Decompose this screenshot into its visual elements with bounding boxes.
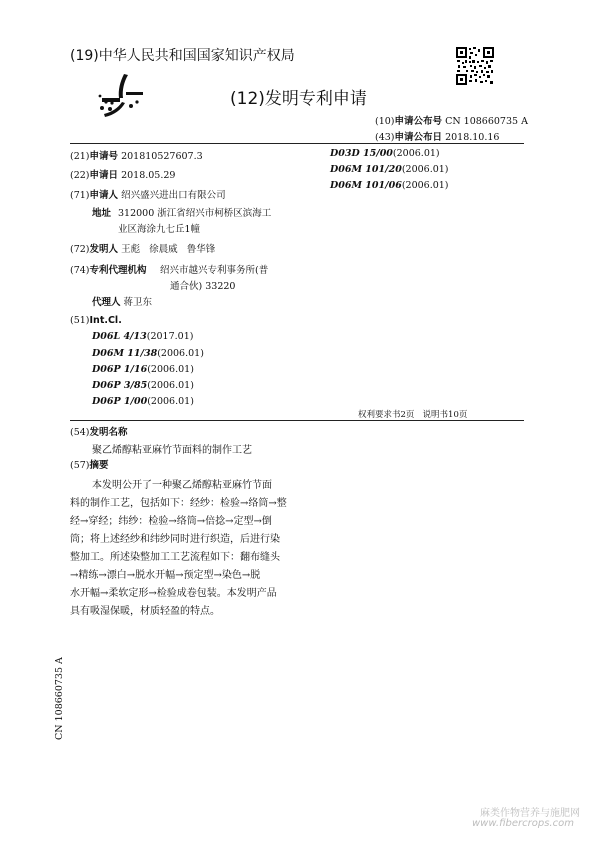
side-publication-number: CN 108660735 A (54, 657, 65, 740)
application-date: (22)申请日 2018.05.29 (70, 170, 176, 181)
invention-title: 聚乙烯醇粘亚麻竹节面料的制作工艺 (92, 445, 252, 456)
address-line-1: 312000 浙江省绍兴市柯桥区滨海工 (118, 208, 272, 219)
inventors: (72)发明人 王彪 徐晨威 鲁华锋 (70, 244, 216, 255)
agency-line-2: 通合伙) 33220 (170, 281, 236, 292)
agency-line-1: 绍兴市越兴专利事务所(普 (160, 265, 269, 276)
int-cl-item: D06M 11/38(2006.01) (92, 348, 204, 359)
document-type-title: (12)发明专利申请 (230, 89, 367, 109)
application-number: (21)申请号 201810527607.3 (70, 151, 203, 162)
int-cl-item: D06L 4/13(2017.01) (92, 331, 194, 342)
publication-number: (10)申请公布号 CN 108660735 A (375, 116, 528, 127)
watermark-url: www.fibercrops.com (472, 818, 574, 829)
header-divider (70, 143, 524, 144)
address-label: 地址 (92, 208, 112, 219)
address-line-2: 业区海涂九七丘1幢 (118, 224, 201, 235)
int-cl-item: D06P 1/00(2006.01) (92, 396, 194, 407)
page-counts: 权利要求书2页 说明书10页 (358, 410, 468, 420)
abstract-line: →精练→漂白→脱水开幅→预定型→染色→脱 (70, 570, 261, 581)
qr-code-icon (455, 46, 495, 86)
abstract-line: 水开幅→柔软定形→检验成卷包装。本发明产品 (70, 588, 277, 599)
applicant: (71)申请人 绍兴盛兴进出口有限公司 (70, 190, 226, 201)
watermark-text: 麻类作物营养与施肥网 (480, 808, 580, 819)
cnipa-emblem-icon (98, 72, 146, 118)
abstract-line: 筒；将上述经纱和纬纱同时进行织造，后进行染 (70, 534, 280, 545)
int-cl-heading: (51)Int.Cl. (70, 315, 122, 326)
int-cl-item: D06M 101/06(2006.01) (330, 180, 449, 191)
abstract-line: 具有吸湿保暖，材质轻盈的特点。 (70, 606, 220, 617)
int-cl-item: D06M 101/20(2006.01) (330, 164, 449, 175)
patent-agency: (74)专利代理机构 (70, 265, 147, 276)
body-divider (70, 420, 524, 421)
int-cl-item: D06P 3/85(2006.01) (92, 380, 194, 391)
invention-title-heading: (54)发明名称 (70, 427, 128, 438)
abstract-line: 整加工。所述染整加工工艺流程如下：翻布缝头 (70, 552, 280, 563)
publication-date: (43)申请公布日 2018.10.16 (375, 132, 500, 143)
abstract-line: 本发明公开了一种聚乙烯醇粘亚麻竹节面 (92, 480, 272, 491)
agent: 代理人 蒋卫东 (92, 297, 153, 308)
int-cl-item: D03D 15/00(2006.01) (330, 148, 440, 159)
int-cl-item: D06P 1/16(2006.01) (92, 364, 194, 375)
abstract-line: 料的制作工艺，包括如下：经纱：检验→络筒→整 (70, 498, 287, 509)
abstract-line: 经→穿经；纬纱：检验→络筒→倍捻→定型→倒 (70, 516, 272, 527)
authority-line: (19)中华人民共和国国家知识产权局 (70, 48, 295, 64)
abstract-heading: (57)摘要 (70, 460, 109, 471)
